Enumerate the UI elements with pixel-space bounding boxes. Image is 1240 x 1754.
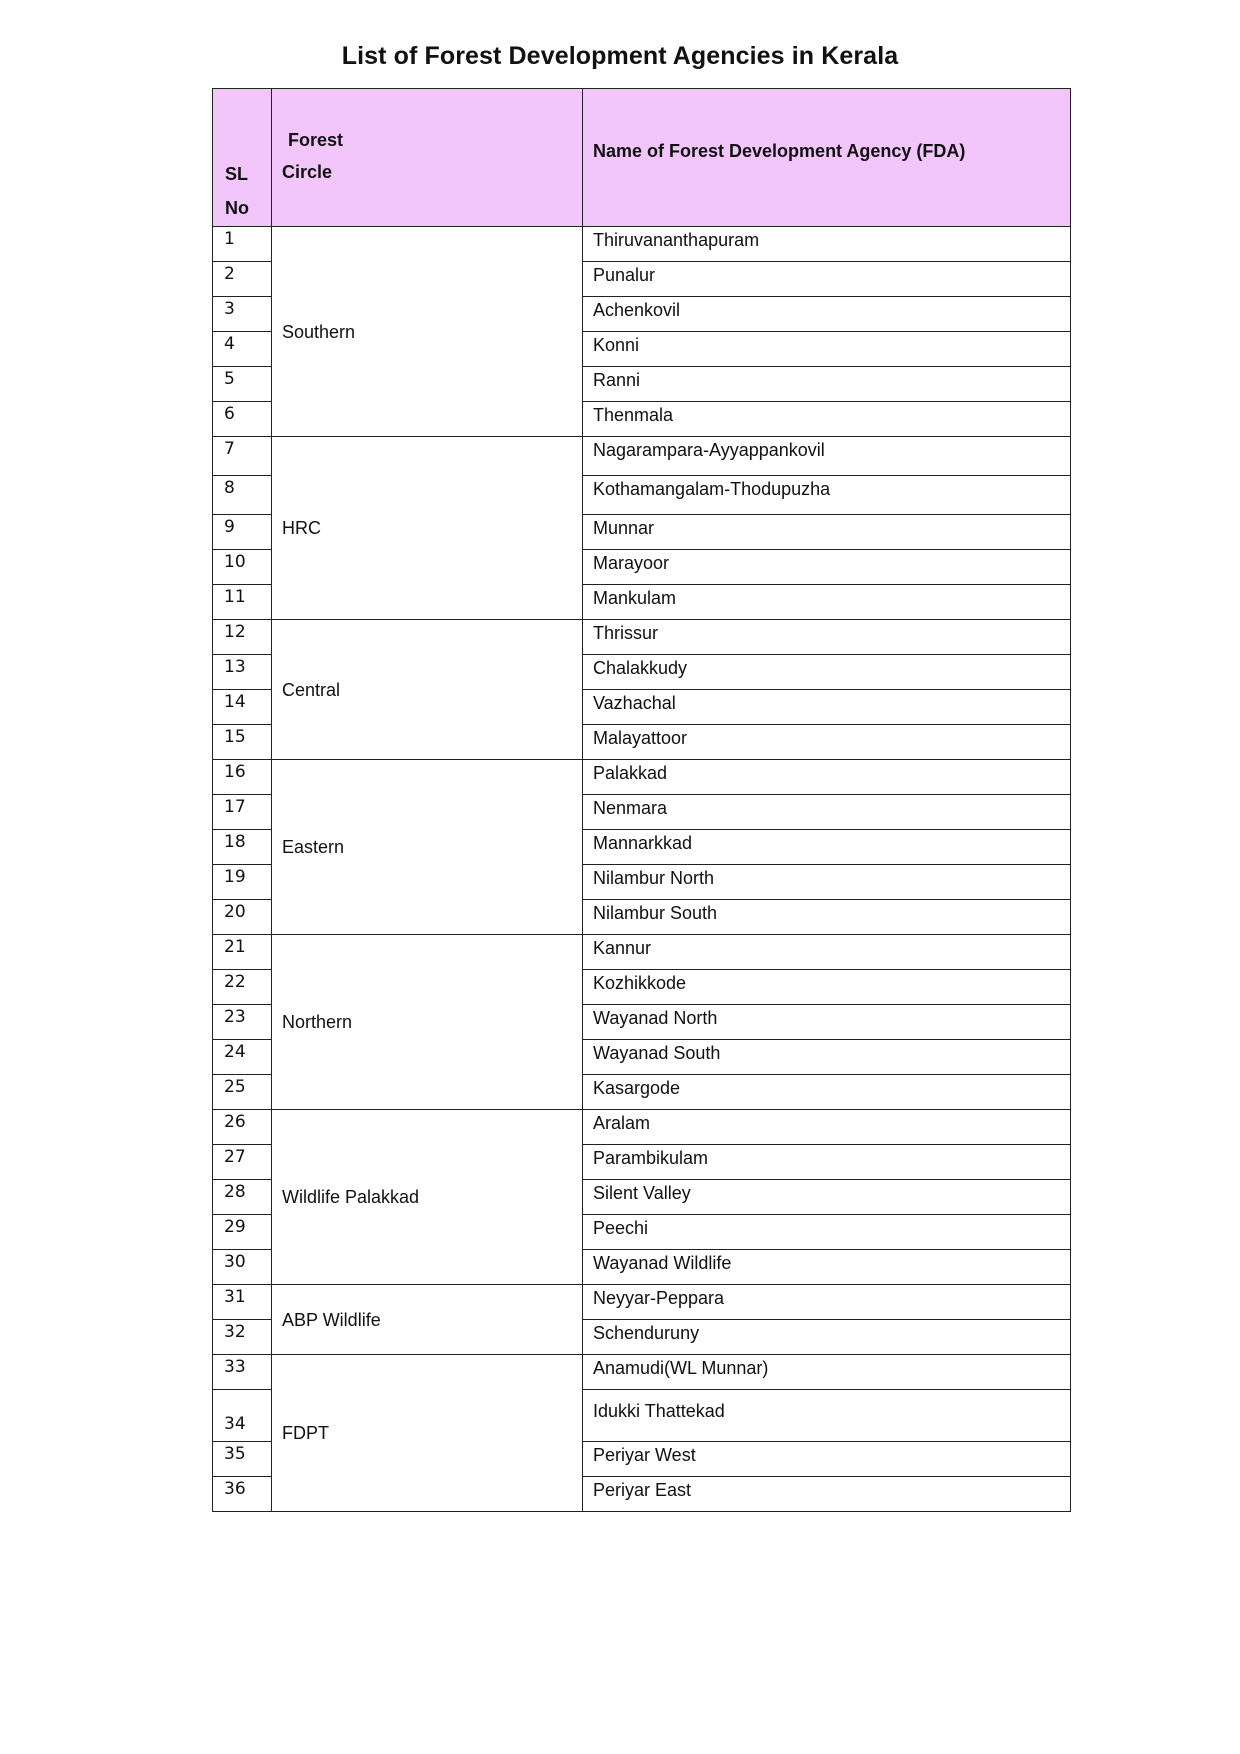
header-sl-line2: No: [225, 198, 249, 218]
sl-cell: [213, 1040, 272, 1075]
sl-number: 17: [224, 797, 246, 817]
sl-number: 34: [224, 1414, 246, 1434]
fda-name: Chalakkudy: [593, 658, 688, 678]
circle-cell-hrc: [272, 437, 583, 620]
fda-name: Kasargode: [593, 1078, 681, 1098]
fda-name-cell: [583, 1250, 1071, 1285]
circle-label: Northern: [282, 1012, 353, 1032]
sl-number: 21: [224, 937, 246, 957]
fda-name-cell: [583, 297, 1071, 332]
fda-name-cell: [583, 1040, 1071, 1075]
sl-cell: [213, 1477, 272, 1512]
table-row: [213, 437, 1071, 476]
sl-cell: [213, 760, 272, 795]
sl-cell: [213, 690, 272, 725]
fda-name: Thenmala: [593, 405, 674, 425]
sl-cell: [213, 476, 272, 515]
sl-number: 6: [224, 404, 235, 424]
fda-name-cell: [583, 1215, 1071, 1250]
table-row: [213, 935, 1071, 970]
circle-label: Southern: [282, 321, 356, 342]
sl-cell: [213, 795, 272, 830]
sl-cell: [213, 550, 272, 585]
sl-number: 9: [224, 517, 235, 537]
table-row: [213, 760, 1071, 795]
sl-number: 23: [224, 1007, 246, 1027]
fda-name: Achenkovil: [593, 300, 681, 320]
fda-name-cell: [583, 795, 1071, 830]
sl-cell: [213, 1005, 272, 1040]
circle-label: Eastern: [282, 837, 345, 857]
sl-number: 35: [224, 1444, 246, 1464]
fda-name-cell: [583, 935, 1071, 970]
fda-name: Kannur: [593, 938, 652, 958]
fda-name: Anamudi(WL Munnar): [593, 1358, 769, 1378]
circle-label: HRC: [282, 518, 321, 538]
fda-name: Periyar West: [593, 1445, 696, 1465]
sl-cell: [213, 1145, 272, 1180]
sl-number: 13: [224, 657, 246, 677]
fda-name: Munnar: [593, 518, 655, 538]
fda-name: Thrissur: [593, 623, 659, 643]
fda-name-cell: [583, 402, 1071, 437]
table-row: [213, 1285, 1071, 1320]
fda-name-cell: [583, 1005, 1071, 1040]
header-row: [213, 89, 1071, 227]
sl-cell: [213, 515, 272, 550]
fda-name-cell: [583, 1285, 1071, 1320]
sl-number: 2: [224, 264, 235, 284]
sl-number: 5: [224, 369, 235, 389]
fda-name-cell: [583, 227, 1071, 262]
header-fda-name: [583, 89, 1071, 227]
sl-number: 28: [224, 1182, 246, 1202]
fda-name: Ranni: [593, 370, 641, 390]
fda-name-cell: [583, 1390, 1071, 1442]
sl-number: 7: [224, 439, 235, 459]
circle-label: ABP Wildlife: [282, 1309, 381, 1330]
sl-number: 26: [224, 1112, 246, 1132]
circle-cell-abp-wildlife: [272, 1285, 583, 1355]
fda-name-cell: [583, 1110, 1071, 1145]
sl-cell: [213, 1285, 272, 1320]
header-name-text: Name of Forest Development Agency (FDA): [593, 141, 966, 161]
fda-name: Parambikulam: [593, 1148, 709, 1168]
fda-name: Nilambur South: [593, 903, 718, 923]
fda-name: Aralam: [593, 1113, 651, 1133]
sl-cell: [213, 1110, 272, 1145]
sl-cell: [213, 1250, 272, 1285]
sl-number: 8: [224, 478, 235, 498]
circle-cell-central: [272, 620, 583, 760]
sl-number: 20: [224, 902, 246, 922]
sl-cell: [213, 725, 272, 760]
sl-cell: [213, 970, 272, 1005]
sl-number: 27: [224, 1147, 246, 1167]
circle-cell-fdpt: [272, 1355, 583, 1512]
sl-cell: [213, 935, 272, 970]
fda-name-cell: [583, 900, 1071, 935]
sl-cell: [213, 900, 272, 935]
fda-name: Silent Valley: [593, 1183, 691, 1203]
fda-name: Nagarampara-Ayyappankovil: [593, 440, 825, 460]
fda-name-cell: [583, 367, 1071, 402]
fda-name: Peechi: [593, 1218, 649, 1238]
sl-cell: [213, 1355, 272, 1390]
fda-name-cell: [583, 515, 1071, 550]
sl-number: 31: [224, 1287, 246, 1307]
fda-name-cell: [583, 550, 1071, 585]
sl-number: 36: [224, 1479, 246, 1499]
sl-cell: [213, 1215, 272, 1250]
sl-number: 4: [224, 334, 235, 354]
circle-label: Wildlife Palakkad: [282, 1187, 420, 1207]
fda-name: Periyar East: [593, 1480, 692, 1500]
sl-number: 29: [224, 1217, 246, 1237]
header-circle-line1: Forest: [288, 130, 344, 150]
sl-number: 19: [224, 867, 246, 887]
header-forest-circle: [272, 89, 583, 227]
fda-name-cell: [583, 585, 1071, 620]
fda-name: Palakkad: [593, 763, 668, 783]
sl-cell: [213, 1180, 272, 1215]
fda-name-cell: [583, 437, 1071, 476]
header-circle-line2: Circle: [282, 162, 333, 182]
fda-name-cell: [583, 760, 1071, 795]
fda-name: Konni: [593, 335, 640, 355]
fda-name-cell: [583, 1075, 1071, 1110]
fda-name: Marayoor: [593, 553, 670, 573]
fda-name-cell: [583, 690, 1071, 725]
sl-cell: [213, 585, 272, 620]
fda-name-cell: [583, 1442, 1071, 1477]
fda-name-cell: [583, 476, 1071, 515]
sl-cell: [213, 1442, 272, 1477]
sl-cell: [213, 262, 272, 297]
fda-name-cell: [583, 1145, 1071, 1180]
sl-number: 15: [224, 727, 246, 747]
fda-name: Wayanad South: [593, 1043, 721, 1063]
sl-number: 25: [224, 1077, 246, 1097]
sl-number: 10: [224, 552, 246, 572]
fda-name: Wayanad North: [593, 1008, 718, 1028]
sl-cell: [213, 1320, 272, 1355]
sl-cell: [213, 1390, 272, 1442]
fda-name: Nenmara: [593, 798, 668, 818]
circle-label: Central: [282, 679, 341, 700]
fda-name-cell: [583, 1355, 1071, 1390]
circle-label: FDPT: [282, 1423, 329, 1443]
circle-cell-northern: [272, 935, 583, 1110]
fda-name-cell: [583, 1180, 1071, 1215]
sl-number: 32: [224, 1322, 246, 1342]
sl-number: 3: [224, 299, 235, 319]
fda-name: Mannarkkad: [593, 833, 693, 853]
sl-number: 33: [224, 1357, 246, 1377]
sl-number: 18: [224, 832, 246, 852]
table-row: [213, 227, 1071, 262]
fda-name: Malayattoor: [593, 728, 688, 748]
fda-name: Mankulam: [593, 588, 677, 608]
fda-name: Thiruvananthapuram: [593, 230, 760, 250]
sl-cell: [213, 620, 272, 655]
sl-number: 16: [224, 762, 246, 782]
fda-name: Vazhachal: [593, 693, 676, 713]
sl-cell: [213, 332, 272, 367]
fda-name-cell: [583, 1320, 1071, 1355]
header-sl-no: [213, 89, 272, 227]
circle-cell-wildlife-palakkad: [272, 1110, 583, 1285]
page-title: List of Forest Development Agencies in Kerala: [341, 42, 899, 70]
fda-name: Nilambur North: [593, 868, 715, 888]
sl-number: 14: [224, 692, 246, 712]
table-row: [213, 1355, 1071, 1390]
sl-number: 12: [224, 622, 246, 642]
sl-number: 30: [224, 1252, 246, 1272]
fda-name-cell: [583, 1477, 1071, 1512]
sl-number: 22: [224, 972, 246, 992]
fda-name-cell: [583, 865, 1071, 900]
fda-name-cell: [583, 655, 1071, 690]
table-row: [213, 1110, 1071, 1145]
fda-name: Wayanad Wildlife: [593, 1253, 732, 1273]
circle-cell-southern: [272, 227, 583, 437]
sl-cell: [213, 402, 272, 437]
fda-name: Kothamangalam-Thodupuzha: [593, 479, 831, 499]
sl-cell: [213, 830, 272, 865]
fda-name: Neyyar-Peppara: [593, 1288, 725, 1308]
fda-name: Punalur: [593, 265, 656, 285]
sl-cell: [213, 655, 272, 690]
fda-name-cell: [583, 332, 1071, 367]
fda-name-cell: [583, 725, 1071, 760]
fda-name: Kozhikkode: [593, 973, 687, 993]
sl-number: 1: [224, 229, 235, 249]
sl-cell: [213, 437, 272, 476]
fda-name: Schenduruny: [593, 1323, 700, 1343]
header-sl-line1: SL: [225, 164, 249, 184]
table-row: [213, 620, 1071, 655]
sl-cell: [213, 1075, 272, 1110]
fda-name-cell: [583, 970, 1071, 1005]
fda-name: Idukki Thattekad: [593, 1401, 725, 1421]
fda-name-cell: [583, 830, 1071, 865]
circle-cell-eastern: [272, 760, 583, 935]
sl-cell: [213, 367, 272, 402]
sl-cell: [213, 297, 272, 332]
sl-cell: [213, 227, 272, 262]
fda-name-cell: [583, 262, 1071, 297]
fda-name-cell: [583, 620, 1071, 655]
sl-number: 11: [224, 587, 246, 607]
sl-number: 24: [224, 1042, 246, 1062]
fda-table: [212, 88, 1071, 1512]
sl-cell: [213, 865, 272, 900]
